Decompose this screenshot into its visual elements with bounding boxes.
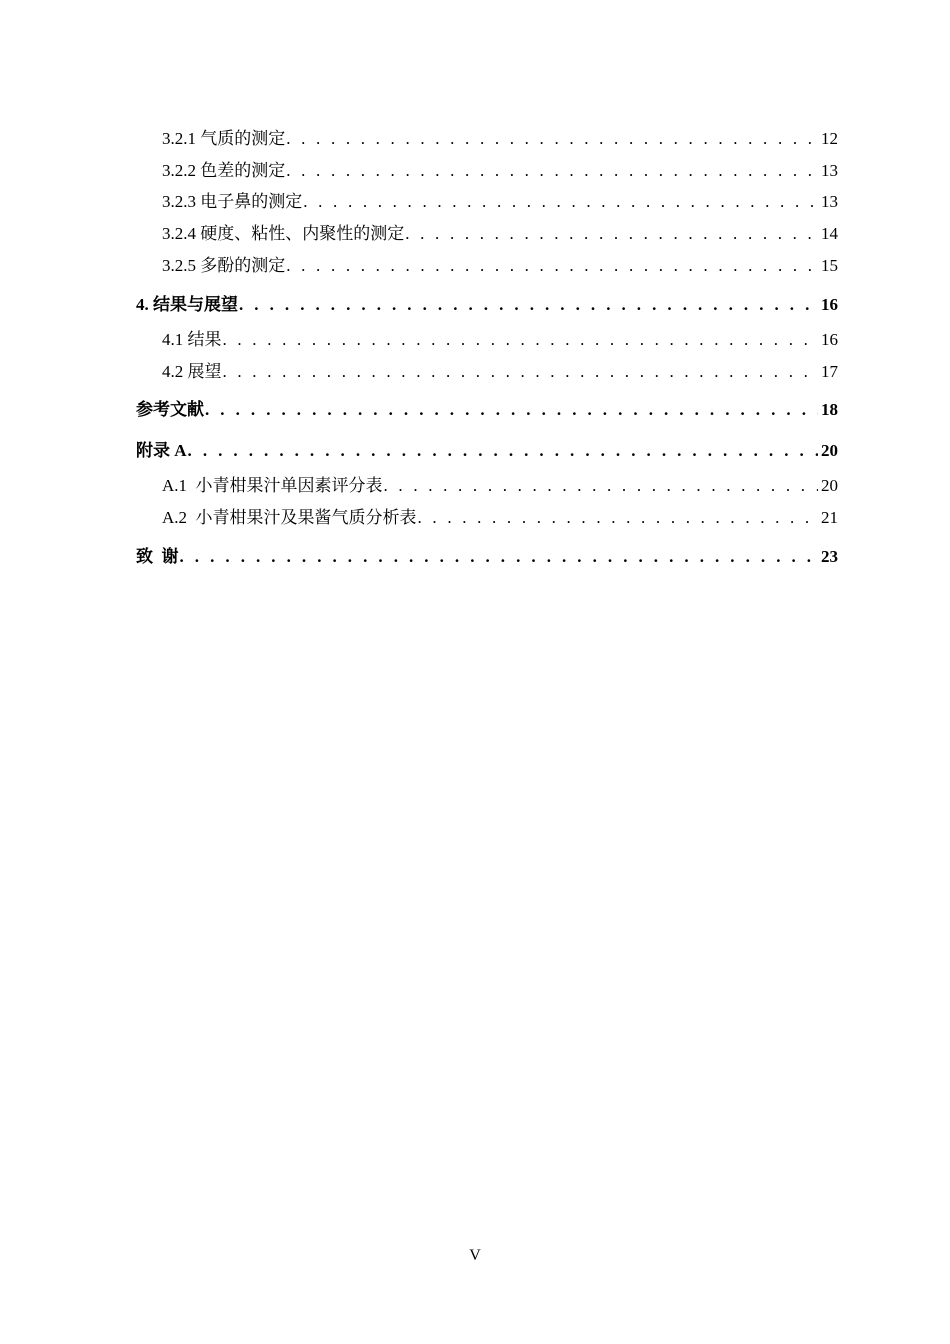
toc-entry-4-2[interactable] (162, 361, 838, 383)
toc-page-number: 20 (821, 476, 838, 495)
dot-leader (303, 191, 818, 213)
dot-leader (223, 361, 819, 383)
dot-leader (205, 399, 818, 421)
toc-entry-label: 致 谢 (136, 547, 179, 566)
toc-page-number: 23 (821, 547, 838, 566)
toc-entry-a-1[interactable] (162, 475, 838, 497)
toc-entry-label: 3.2.4 硬度、粘性、内聚性的测定 (162, 224, 405, 243)
dot-leader (405, 223, 818, 245)
toc-entry-3-2-3[interactable] (162, 191, 838, 213)
toc-entry-label: A.2 小青柑果汁及果酱气质分析表 (162, 508, 417, 527)
dot-leader (384, 475, 818, 497)
toc-entry-label: 3.2.3 电子鼻的测定 (162, 192, 303, 211)
toc-page-number: 16 (821, 330, 838, 349)
toc-page-number: 17 (821, 362, 838, 381)
toc-page-number: 21 (821, 508, 838, 527)
toc-page-number: 13 (821, 192, 838, 211)
toc-entry-a-2[interactable] (162, 507, 838, 529)
toc-entry-label: 参考文献 (136, 400, 204, 419)
dot-leader (286, 255, 818, 277)
toc-entry-4-1[interactable] (162, 329, 838, 351)
toc-entry-chapter-4[interactable] (136, 294, 838, 316)
toc-page-number: 16 (821, 295, 838, 314)
toc-entry-acknowledgements[interactable] (136, 546, 838, 568)
toc-page-number: 13 (821, 161, 838, 180)
toc-page-number: 15 (821, 256, 838, 275)
dot-leader (188, 440, 818, 462)
toc-entry-label: 4.1 结果 (162, 330, 222, 349)
toc-entry-label: 3.2.5 多酚的测定 (162, 256, 286, 275)
toc-entry-3-2-1[interactable] (162, 128, 838, 150)
dot-leader (418, 507, 818, 529)
toc-page-number: 14 (821, 224, 838, 243)
toc-page-number: 20 (821, 441, 838, 460)
toc-page-number: 18 (821, 400, 838, 419)
toc-entry-label: 4. 结果与展望 (136, 295, 238, 314)
toc-entry-label: 附录 A (136, 441, 187, 460)
toc-entry-label: 3.2.1 气质的测定 (162, 129, 286, 148)
toc-entry-label: A.1 小青柑果汁单因素评分表 (162, 476, 383, 495)
toc-page-number: 12 (821, 129, 838, 148)
toc-entry-label: 4.2 展望 (162, 362, 222, 381)
dot-leader (223, 329, 819, 351)
toc-entry-3-2-4[interactable] (162, 223, 838, 245)
dot-leader (180, 546, 819, 568)
dot-leader (286, 160, 818, 182)
page-number-footer: V (469, 1247, 481, 1264)
toc-entry-3-2-2[interactable] (162, 160, 838, 182)
toc-entry-appendix-a[interactable] (136, 440, 838, 462)
dot-leader (239, 294, 818, 316)
dot-leader (286, 128, 818, 150)
toc-entry-label: 3.2.2 色差的测定 (162, 161, 286, 180)
toc-entry-references[interactable] (136, 399, 838, 421)
toc-entry-3-2-5[interactable] (162, 255, 838, 277)
